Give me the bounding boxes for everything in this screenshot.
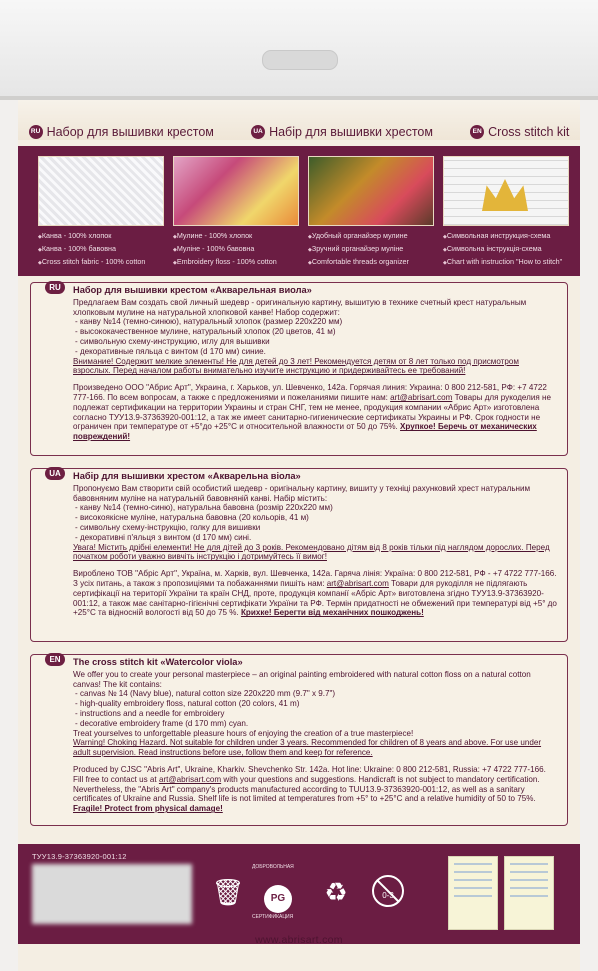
feature-item: ◆ Comfortable threads organizer bbox=[308, 256, 436, 269]
fragile-warning: Fragile! Protect from physical damage! bbox=[73, 804, 223, 814]
feature-item: ◆ Chart with instruction "How to stitch" bbox=[443, 256, 571, 269]
certification-text: Товари для рукоділля не підлягають сертифікації на території України та країн СНД, проте, продукція компанії «Абріс Арт» виготовлена згідно ТУУ13.9-37363920-001:12, а також має санітарно-гігієнічні сертифікати України та РФ. Термін придатності не обмежений при температурі від +5° до +25°С та відносній вологості від 50 до 75 %. bbox=[73, 578, 557, 618]
canvas-photo bbox=[38, 156, 164, 226]
title-ru bbox=[29, 125, 214, 139]
kit-item: - декоративные пяльца с винтом (d 170 мм) синие. bbox=[75, 346, 266, 356]
recycle-icon: ♻ bbox=[324, 877, 348, 907]
kit-titles bbox=[10, 120, 588, 144]
feature-item: ◆ Зручний органайзер мулiне bbox=[308, 243, 436, 256]
kit-item: - instructions and a needle for embroidery bbox=[75, 708, 225, 718]
lang-badge: UA bbox=[45, 467, 65, 480]
pg-caption-top: ДОБРОВОЛЬНАЯ bbox=[252, 864, 294, 870]
certificate-image bbox=[448, 856, 498, 930]
email-link[interactable]: art@abrisart.com bbox=[326, 578, 389, 588]
kit-item: - decorative embroidery frame (d 170 mm) cyan. bbox=[75, 718, 249, 728]
pg-caption-bottom: СЕРТИФИКАЦИЯ bbox=[252, 914, 294, 920]
organizer-photo bbox=[308, 156, 434, 226]
fragile-warning: Крихке! Берегти від механічних пошкоджень! bbox=[240, 608, 424, 618]
feature-item: ◆ Мулине - 100% хлопок bbox=[173, 230, 301, 243]
certificate-image bbox=[504, 856, 554, 930]
feature-list-chart bbox=[443, 230, 571, 269]
intro-text: Пропонуємо Вам створити свій особистий шедевр - оригінальну картину, вишиту у техніці рахунковий хрест натуральним бавовняним муліне на натуральній бавовняній канві. Набір містить: bbox=[73, 483, 531, 503]
lang-badge: RU bbox=[45, 281, 65, 294]
kit-item: - canvas № 14 (Navy blue), natural cotton size 220x220 mm (9.7" x 9.7") bbox=[75, 689, 336, 699]
certification-text: Товары для рукоделия не подлежат сертификации на территории Украины и стран СНГ, тем не менее, продукция компании «Абрис Арт» изготовлена согласно ТУУ13.9-37363920-001:12, а так же имеет санитарно-гигиенические сертификаты Украины и РФ. Срок годности не ограничен при температуре от +5°до +25°С и относительной влажности от 50 до 75%. bbox=[73, 392, 551, 432]
title-text: Набор для вышивки крестом bbox=[46, 125, 214, 139]
fragile-warning: Хрупкое! Беречь от механических повреждений! bbox=[73, 422, 537, 442]
kit-item: - високоякісне муліне, натуральна бавовна (20 кольорів, 41 м) bbox=[75, 513, 309, 523]
section-heading: Набор для вышивки крестом «Акварельная виола» bbox=[73, 285, 312, 295]
section-heading: Набір для вышивки хрестом «Акварельна віола» bbox=[73, 471, 301, 481]
producer-text: Виробленo ТОВ "Абріс Арт", Україна, м. Харків, вул. Шевченка, 142а. Гаряча лінія: Україна: 0 800 212-581, РФ - +7 4722 777-166. З усіх питань, а також з пропозиціями та побажаннями пишіть нам: bbox=[73, 569, 557, 588]
feature-item: ◆ Канва - 100% бавовна bbox=[38, 243, 166, 256]
footer-band bbox=[18, 844, 580, 944]
hanger-hole bbox=[262, 50, 338, 70]
title-ua bbox=[251, 125, 433, 139]
email-link[interactable]: art@abrisart.com bbox=[390, 392, 453, 402]
standard-code: ТУУ13.9-37363920-001:12 bbox=[32, 852, 127, 861]
lang-badge: UA bbox=[251, 125, 265, 139]
website-url[interactable]: www.abrisart.com bbox=[255, 934, 343, 946]
description-ru bbox=[30, 282, 568, 456]
feature-list-canvas bbox=[38, 230, 166, 269]
kit-item: - символьну схему-інструкцію, голку для вишивки bbox=[75, 522, 261, 532]
title-text: Набір для вышивки хрестом bbox=[269, 125, 433, 139]
kit-item: - канву №14 (темно-синюю), натуральный хлопок (размер 220х220 мм) bbox=[75, 317, 343, 327]
kit-item: - канву №14 (темно-синю), натуральна бавовна (розмір 220х220 мм) bbox=[75, 503, 333, 513]
warning-text: Внимание! Содержит мелкие элементы! Не для детей до 3 лет! Рекомендуется детям от 8 лет только под присмотром взрослых. Перед началом работы внимательно изучите инструкцию и придерживайтесь ее требований! bbox=[73, 356, 519, 376]
crown-motif bbox=[482, 179, 528, 211]
feature-band bbox=[18, 146, 580, 276]
age-label: 0-3 bbox=[382, 891, 394, 900]
pg-label: PG bbox=[264, 885, 292, 913]
lang-badge: EN bbox=[470, 125, 484, 139]
floss-photo bbox=[173, 156, 299, 226]
chart-photo bbox=[443, 156, 569, 226]
age-warning-icon bbox=[370, 874, 406, 910]
description-ua bbox=[30, 468, 568, 642]
title-text: Cross stitch kit bbox=[488, 125, 570, 139]
hanger-tab bbox=[0, 0, 598, 96]
feature-item: ◆ Cross stitch fabric - 100% cotton bbox=[38, 256, 166, 269]
intro-text: Предлагаем Вам создать свой личный шедевр - оригинальную картину, вышитую в технике счетный крест натуральным хлопковым мулине на натуральной хлопковой канве! Набор содержит: bbox=[73, 297, 527, 317]
certification-text: with your questions and suggestions. Handicraft is not subject to mandatory certification. Nevertheless, the "Abris Art" company's products manufactured according to TUU13.9-37363920-001:12, as well as a sanitary certificates of Ukraine and Russia. Shelf life is not limited at temperatures from +5° to +25°C and a relative humidity of 50 to 75%. bbox=[73, 774, 540, 804]
kit-item: - символьную схему-инструкцию, иглу для вышивки bbox=[75, 336, 270, 346]
email-link[interactable]: art@abrisart.com bbox=[158, 774, 222, 784]
barcode bbox=[32, 864, 192, 924]
producer-text: Произведено ООО "Абрис Арт", Украина, г. Харьков, ул. Шевченко, 142а. Горячая линия: Украина: 0 800 212-581, РФ: +7 4722 777-166. По всем вопросам, а также с предложениями и пожеланиями пишите нам: bbox=[73, 383, 547, 402]
intro-text: We offer you to create your personal masterpiece – an original painting embroidered with natural cotton floss on a natural cotton canvas! The kit contains: bbox=[73, 669, 531, 689]
kit-item: - высококачественное мулине, натуральный хлопок (20 цветов, 41 м) bbox=[75, 327, 336, 337]
title-en bbox=[470, 125, 569, 139]
kit-item: - high-quality embroidery floss, natural cotton (20 colors, 41 m) bbox=[75, 699, 300, 709]
description-en bbox=[30, 654, 568, 826]
warning-text: Увага! Містить дрібні елементи! Не для дітей до 3 років. Рекомендовано дітям від 8 років тільки під наглядом дорослих. Перед початком роботи уважно вивчіть інструкцію і дотримуйтесь її вимог! bbox=[73, 542, 550, 562]
feature-item: ◆ Удобный органайзер мулине bbox=[308, 230, 436, 243]
feature-item: ◆ Символьна iнструкцiя-схема bbox=[443, 243, 571, 256]
feature-item: ◆ Мулiне - 100% бавовна bbox=[173, 243, 301, 256]
feature-item: ◆ Embroidery floss - 100% cotton bbox=[173, 256, 301, 269]
lang-badge: EN bbox=[45, 653, 65, 666]
lang-badge: RU bbox=[29, 125, 43, 139]
feature-list-floss bbox=[173, 230, 301, 269]
producer-text: Produced by CJSC "Abris Art", Ukraine, Kharkiv. Shevchenko Str. 142a. Hot line: Ukraine: 0 800 212-581, Russia: +7 4722 777-166. Fill free to contact us at bbox=[73, 764, 546, 784]
section-heading: The cross stitch kit «Watercolor viola» bbox=[73, 657, 243, 667]
feature-list-organizer bbox=[308, 230, 436, 269]
feature-item: ◆ Символьная инструкция-схема bbox=[443, 230, 571, 243]
feature-item: ◆ Канва - 100% хлопок bbox=[38, 230, 166, 243]
pg-certification-icon bbox=[260, 874, 296, 910]
trash-bin-icon: 🗑 bbox=[211, 877, 245, 907]
warning-text: Warning! Choking Hazard. Not suitable for children under 3 years. Recommended for children of 8 years and above. For use under adult supervision. Read instructions before use, follow them and keep for reference. bbox=[73, 738, 542, 758]
kit-item: - декоративні п'яльця з винтом (d 170 мм) сині. bbox=[75, 532, 252, 542]
treat-text: Treat yourselves to unforgettable pleasure hours of enjoying the creation of a true masterpiece! bbox=[73, 728, 414, 738]
